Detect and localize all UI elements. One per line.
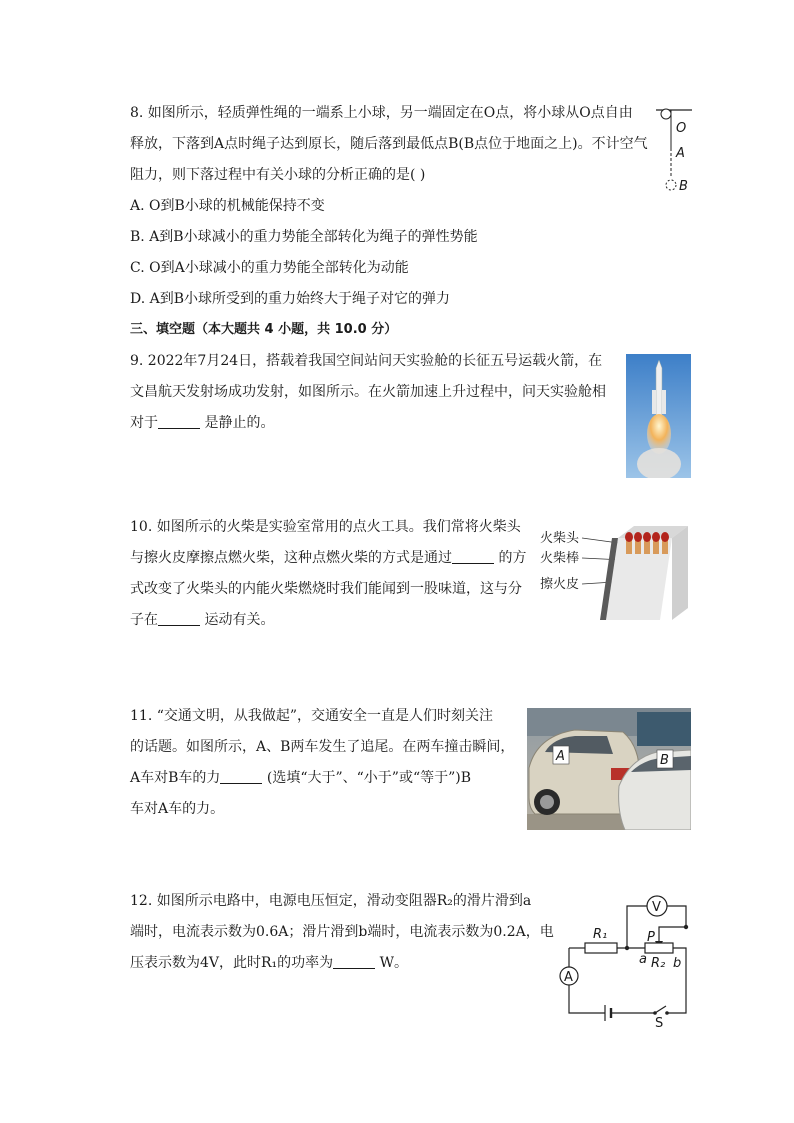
q10-text-d: 运动有关。 [204,612,275,628]
q10-line-2 [130,548,526,568]
battery-icon [605,1005,611,1021]
q8-option-a: A. O到B小球的机械能保持不变 [130,198,325,214]
q8-figure-pendulum [652,100,698,200]
q12-line-2: 端时，电流表示数为0.6A；滑片滑到b端时，电流表示数为0.2A，电 [130,924,554,940]
q9-rocket-photo [626,354,691,478]
matches-icon [625,532,669,554]
q9-line-1: 9. 2022年7月24日，搭载着我国空间站问天实验舱的长征五号运载火箭，在 [130,353,603,369]
label-b: B [679,179,688,194]
q12-text-b: W。 [379,955,409,971]
q10-answer-blank-1[interactable] [452,549,494,564]
q10-line-1: 10. 如图所示的火柴是实验室常用的点火工具。我们常将火柴头 [130,519,521,535]
label-strike-strip: 擦火皮 [540,577,580,592]
q11-text-b: (选填“大于”、“小于”或“等于”)B [266,770,472,786]
q10-matchbox-figure [538,520,698,628]
q10-line-3: 式改变了火柴头的内能火柴燃烧时我们能闻到一股味道，这与分 [130,581,522,597]
q11-line-2: 的话题。如图所示，A、B两车发生了追尾。在两车撞击瞬间， [130,739,515,755]
q9-line-3 [130,413,274,433]
q9-line-2: 文昌航天发射场成功发射，如图所示。在火箭加速上升过程中，问天实验舱相 [130,384,606,400]
label-voltmeter: V [652,900,661,915]
q12-line-3 [130,953,408,973]
q8-line-1: 8. 如图所示，轻质弹性绳的一端系上小球，另一端固定在O点，将小球从O点自由 [130,105,633,121]
label-r2: R₂ [651,956,666,971]
label-car-a: A [556,749,565,764]
label-car-b: B [660,753,669,768]
q12-circuit-diagram [555,893,695,1033]
label-slider-p: P [647,930,655,945]
q10-line-4 [130,610,274,630]
q8-option-c: C. O到A小球减小的重力势能全部转化为动能 [130,260,409,276]
label-end-b: b [673,956,682,971]
q8-option-d: D. A到B小球所受到的重力始终大于绳子对它的弹力 [130,291,451,307]
q8-line-3: 阻力，则下落过程中有关小球的分析正确的是( ) [130,167,426,183]
q12-line-1: 12. 如图所示电路中，电源电压恒定，滑动变阻器R₂的滑片滑到a [130,893,532,909]
q11-answer-blank[interactable] [220,769,262,784]
q12-text-a: 压表示数为4V，此时R₁的功率为 [130,955,334,971]
q10-text-a: 与擦火皮摩擦点燃火柴，这种点燃火柴的方式是通过 [130,550,452,566]
q9-answer-blank[interactable] [158,414,200,429]
resistor-r1-icon [585,943,617,953]
q11-line-3 [130,768,471,788]
q10-text-b: 的方 [498,550,527,566]
switch-icon [653,1006,669,1015]
label-ammeter: A [564,970,573,985]
q11-line-1: 11. “交通文明，从我做起”，交通安全一直是人们时刻关注 [130,708,494,724]
q11-text-a: A车对B车的力 [130,770,221,786]
ball-bottom-icon [666,180,676,190]
q10-answer-blank-2[interactable] [158,611,200,626]
label-match-head: 火柴头 [540,531,580,546]
label-a: A [676,146,685,161]
q8-line-2: 释放，下落到A点时绳子达到原长，随后落到最低点B(B点位于地面之上)。不计空气 [130,136,648,152]
q9-text-suffix: 是静止的。 [204,415,275,431]
rocket-icon [656,360,662,416]
q9-text-prefix: 对于 [130,415,158,431]
section-3-title: 三、填空题（本大题共 4 小题，共 10.0 分） [130,322,398,337]
label-switch: S [655,1016,664,1031]
q12-answer-blank[interactable] [333,954,375,969]
label-match-stick: 火柴棒 [540,551,580,566]
q11-car-crash-photo [527,708,691,830]
q10-text-c: 子在 [130,612,158,628]
label-end-a: a [639,952,647,967]
ball-top-icon [661,109,671,119]
q11-line-4: 车对A车的力。 [130,801,225,817]
label-r1: R₁ [593,927,608,942]
label-o: O [676,121,687,136]
q8-option-b: B. A到B小球减小的重力势能全部转化为绳子的弹性势能 [130,229,478,245]
